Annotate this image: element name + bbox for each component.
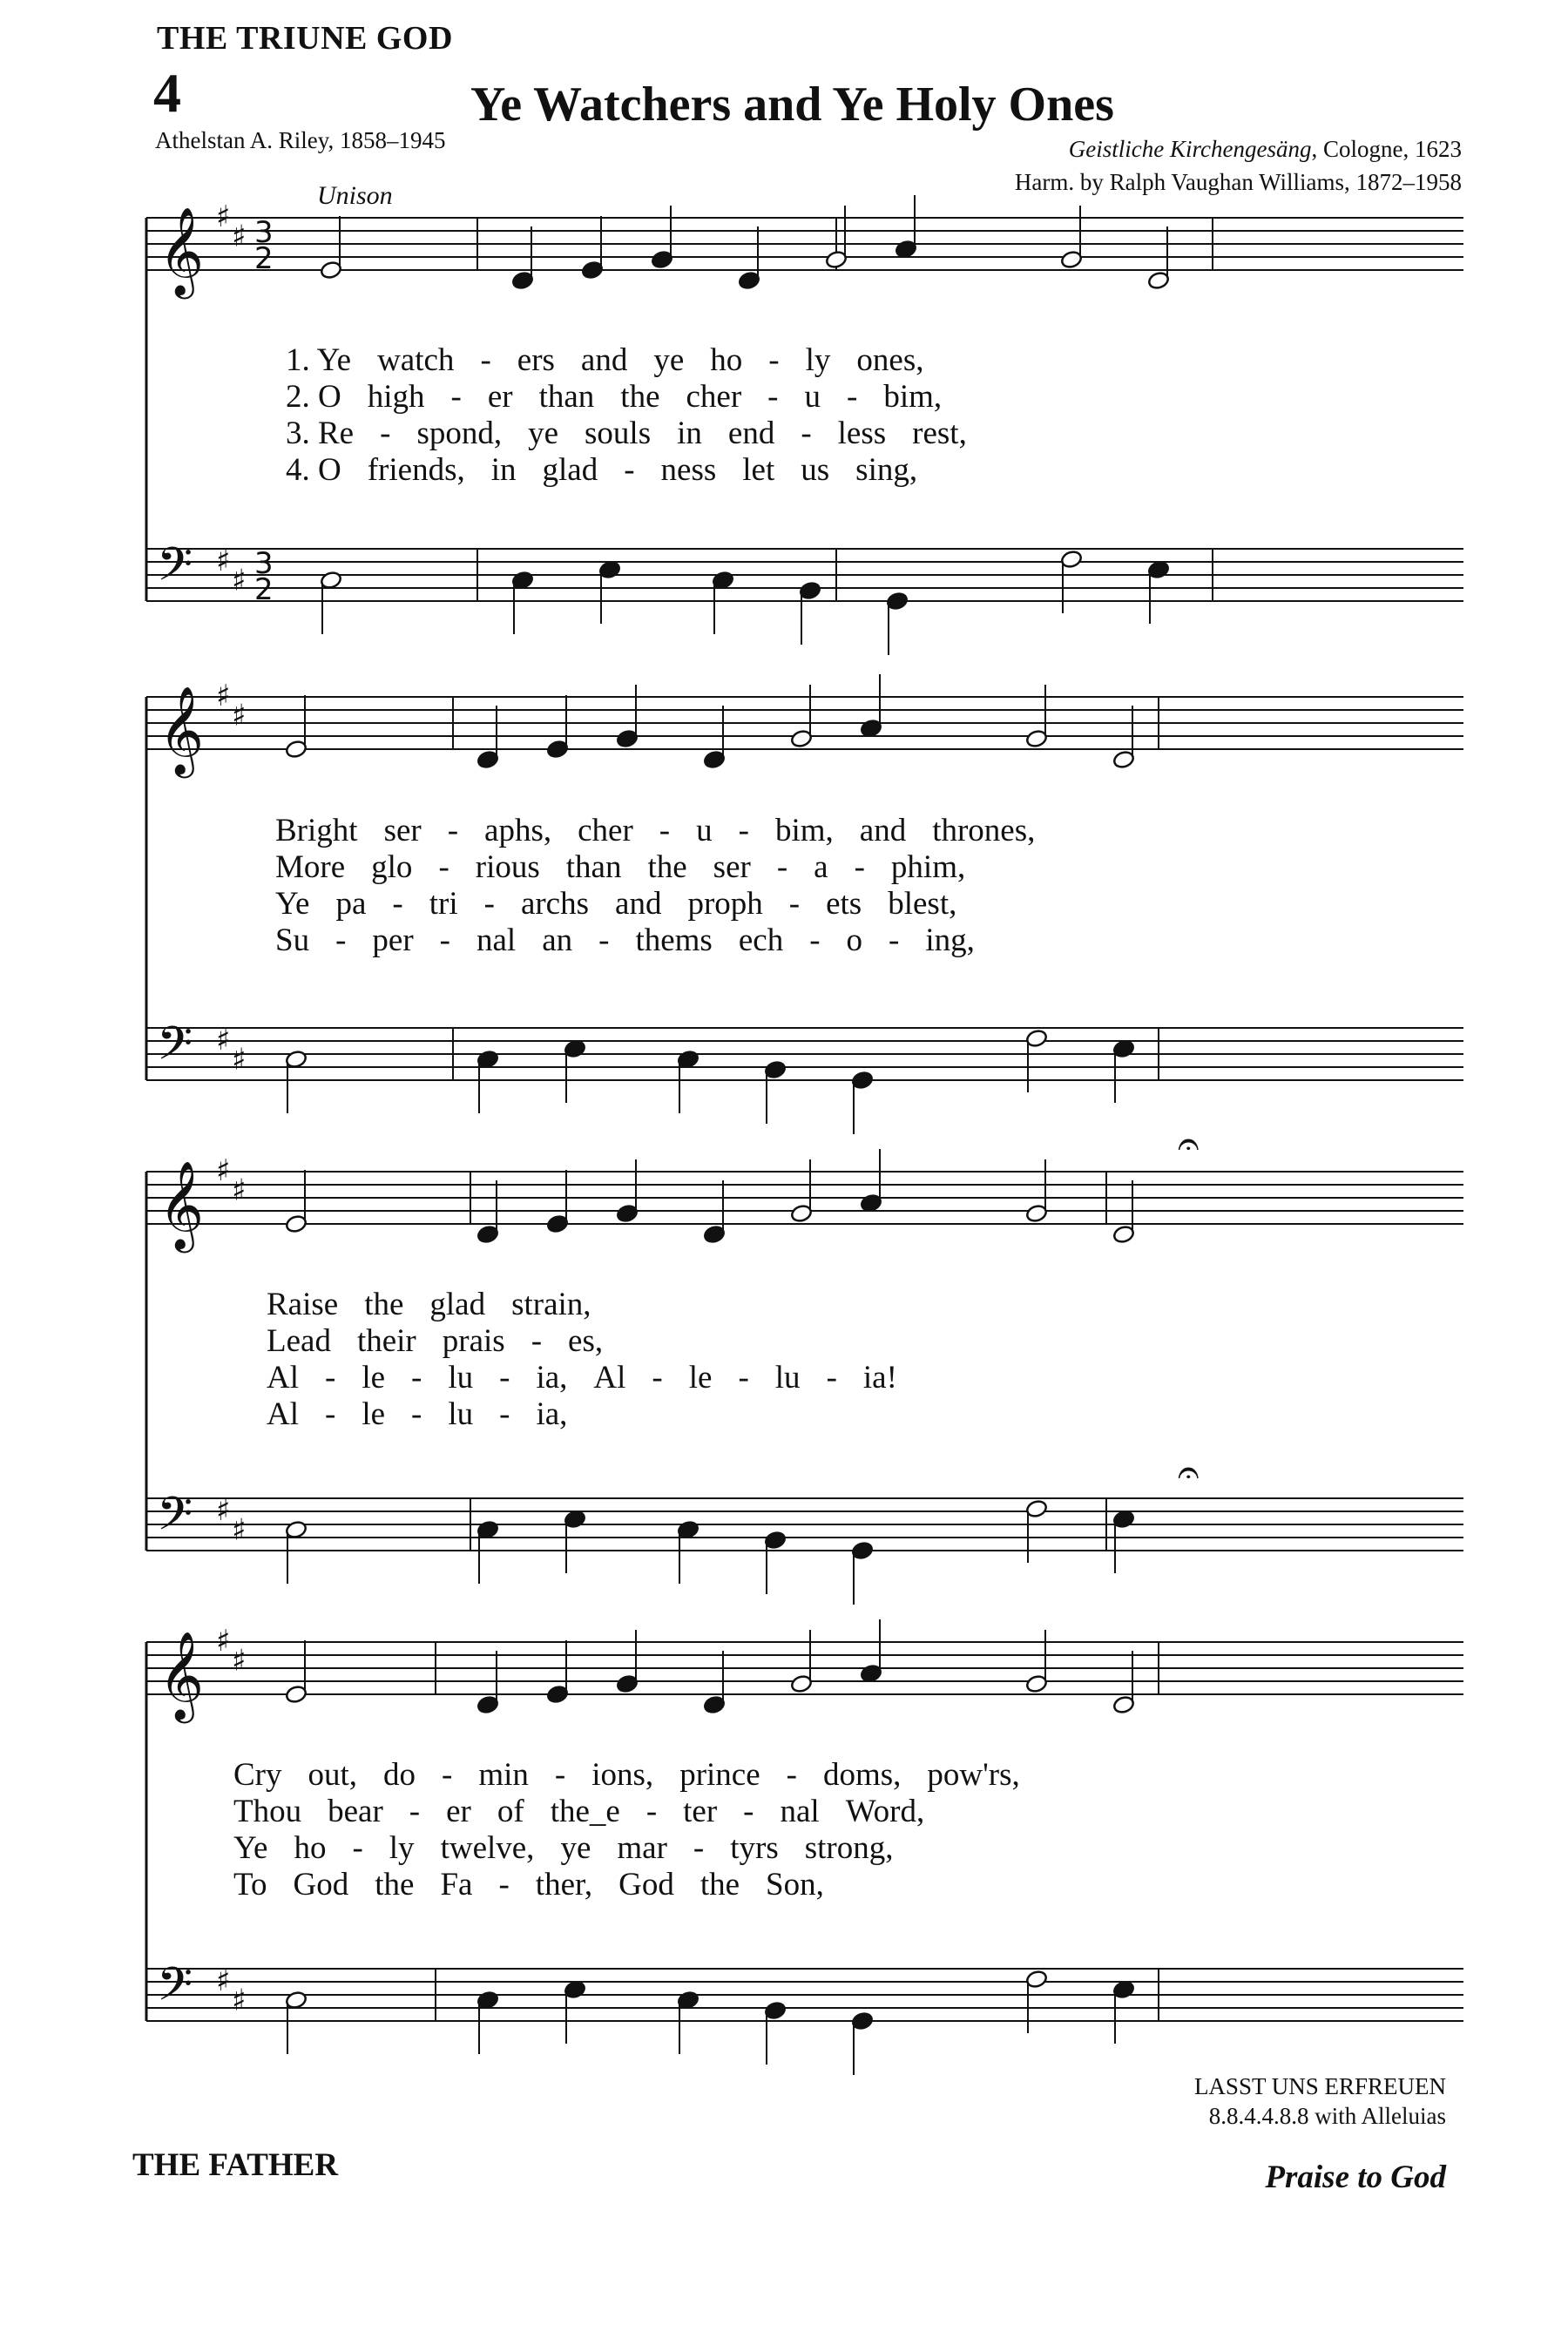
lyric-syllable: spond, bbox=[416, 416, 503, 451]
lyric-syllable: lu bbox=[448, 1360, 474, 1396]
footer-topic: Praise to God bbox=[1265, 2159, 1446, 2195]
lyric-syllable: end bbox=[727, 416, 775, 451]
key-signature-sharp: ♯ bbox=[216, 199, 231, 234]
hyphen: - bbox=[786, 1757, 797, 1793]
hyphen: - bbox=[411, 1396, 422, 1432]
lyric-syllable: ions, bbox=[591, 1757, 654, 1793]
lyric-syllable: ter bbox=[683, 1794, 718, 1829]
harmonization-credit: Harm. by Ralph Vaughan Williams, 1872–1958 bbox=[1014, 169, 1462, 195]
lyric-syllable: let bbox=[742, 452, 775, 488]
lyric-syllable: ser bbox=[713, 849, 751, 885]
bass-clef: 𝄢 bbox=[157, 1958, 193, 2023]
hyphen: - bbox=[499, 1396, 510, 1432]
lyric-syllable: thems bbox=[635, 923, 713, 958]
lyric-syllable: Al bbox=[267, 1396, 299, 1432]
lyric-syllable: u bbox=[696, 813, 713, 848]
lyric-syllable: pow'rs, bbox=[927, 1757, 1020, 1793]
hyphen: - bbox=[809, 923, 821, 958]
lyric-syllable: twelve, bbox=[440, 1830, 535, 1866]
hyphen: - bbox=[693, 1830, 705, 1866]
lyric-syllable: souls bbox=[585, 416, 652, 451]
lyric-syllable: ther, bbox=[535, 1867, 593, 1903]
key-signature-sharp: ♯ bbox=[216, 544, 231, 578]
lyric-syllable: us bbox=[801, 452, 830, 488]
key-signature-sharp: ♯ bbox=[232, 1173, 247, 1208]
lyric-syllable: ly bbox=[389, 1830, 415, 1866]
lyric-syllable: lu bbox=[774, 1360, 801, 1396]
lyric-syllable: of bbox=[497, 1794, 524, 1829]
lyric-syllable: in bbox=[677, 416, 702, 451]
time-signature-bottom: 2 bbox=[254, 241, 274, 276]
lyric-syllable: 1. Ye bbox=[286, 342, 352, 378]
lyric-syllable: Lead bbox=[267, 1323, 331, 1359]
lyric-syllable: Su bbox=[275, 923, 310, 958]
performance-instruction: Unison bbox=[317, 181, 393, 210]
lyric-syllable: ly bbox=[805, 342, 831, 378]
key-signature-sharp: ♯ bbox=[216, 1023, 231, 1058]
lyric-syllable: thrones, bbox=[932, 813, 1036, 848]
lyric-syllable: rest, bbox=[912, 416, 967, 451]
hyphen: - bbox=[409, 1794, 421, 1829]
source-title: Geistliche Kirchengesäng bbox=[1068, 136, 1312, 162]
hyphen: - bbox=[652, 1360, 663, 1396]
lyric-syllable: watch bbox=[377, 342, 455, 378]
key-signature-sharp: ♯ bbox=[216, 679, 231, 713]
lyric-syllable: ers bbox=[517, 342, 555, 378]
hyphen: - bbox=[325, 1360, 336, 1396]
lyric-syllable: Ye bbox=[275, 886, 310, 922]
lyric-syllable: tyrs bbox=[730, 1830, 779, 1866]
lyric-syllable: and bbox=[615, 886, 662, 922]
treble-clef: 𝄞 bbox=[159, 1159, 205, 1249]
footer-category: THE FATHER bbox=[132, 2147, 339, 2183]
key-signature-sharp: ♯ bbox=[232, 1983, 247, 2018]
lyric-syllable: less bbox=[837, 416, 887, 451]
key-signature-sharp: ♯ bbox=[216, 1624, 231, 1659]
key-signature-sharp: ♯ bbox=[232, 219, 247, 254]
bass-clef: 𝄢 bbox=[157, 1017, 193, 1082]
bass-clef: 𝄢 bbox=[157, 1488, 193, 1552]
lyric-syllable: God bbox=[293, 1867, 349, 1903]
key-signature-sharp: ♯ bbox=[232, 1512, 247, 1548]
lyric-syllable: the bbox=[647, 849, 687, 885]
hyphen: - bbox=[480, 342, 491, 378]
hyphen: - bbox=[889, 923, 900, 958]
lyric-syllable: Al bbox=[267, 1360, 299, 1396]
lyric-syllable: mar bbox=[617, 1830, 667, 1866]
hyphen: - bbox=[450, 379, 462, 415]
lyric-syllable: the bbox=[375, 1867, 415, 1903]
lyric-syllable: ho bbox=[710, 342, 743, 378]
lyric-syllable: Son, bbox=[766, 1867, 824, 1903]
lyric-syllable: Cry bbox=[233, 1757, 282, 1793]
lyric-syllable: bear bbox=[328, 1794, 383, 1829]
lyric-syllable: ia! bbox=[862, 1360, 897, 1396]
lyric-syllable: glad bbox=[429, 1287, 486, 1322]
lyric-syllable: cher bbox=[686, 379, 742, 415]
treble-clef: 𝄞 bbox=[159, 685, 205, 774]
lyric-syllable: prais bbox=[442, 1323, 505, 1359]
lyric-syllable: their bbox=[356, 1323, 416, 1359]
lyric-syllable: prince bbox=[679, 1757, 760, 1793]
tune-meter: 8.8.4.4.8.8 with Alleluias bbox=[1208, 2103, 1446, 2129]
hyphen: - bbox=[624, 452, 635, 488]
lyric-syllable: ness bbox=[660, 452, 717, 488]
lyric-syllable: blest, bbox=[888, 886, 957, 922]
key-signature-sharp: ♯ bbox=[216, 1153, 231, 1188]
hyphen: - bbox=[438, 849, 449, 885]
lyric-syllable: aphs, bbox=[484, 813, 552, 848]
lyric-syllable: lu bbox=[448, 1396, 474, 1432]
lyric-syllable: doms, bbox=[822, 1757, 902, 1793]
lyric-syllable: More bbox=[275, 849, 346, 885]
verse-3-line-1 bbox=[286, 415, 993, 452]
lyric-syllable: er bbox=[487, 379, 513, 415]
lyric-syllable: God bbox=[618, 1867, 674, 1903]
time-signature-bottom: 2 bbox=[254, 572, 274, 607]
key-signature-sharp: ♯ bbox=[216, 1963, 231, 1998]
verse-1-line-1 bbox=[286, 341, 950, 379]
hyphen: - bbox=[335, 923, 347, 958]
key-signature-sharp: ♯ bbox=[216, 1493, 231, 1528]
hyphen: - bbox=[854, 849, 865, 885]
verse-1-line-3 bbox=[267, 1286, 618, 1323]
verse-3-line-3 bbox=[267, 1359, 923, 1396]
lyric-syllable: ser bbox=[383, 813, 422, 848]
key-signature-sharp: ♯ bbox=[232, 563, 247, 598]
lyric-syllable: than bbox=[538, 379, 595, 415]
lyric-syllable: er bbox=[446, 1794, 471, 1829]
verse-2-line-1 bbox=[286, 378, 968, 416]
lyric-syllable: in bbox=[490, 452, 517, 488]
lyric-syllable: the_e bbox=[550, 1794, 620, 1829]
source-place: , Cologne, 1623 bbox=[1311, 136, 1462, 162]
lyric-syllable: ets bbox=[826, 886, 862, 922]
hyphen: - bbox=[325, 1396, 336, 1432]
lyric-syllable: Ye bbox=[233, 1830, 268, 1866]
hyphen: - bbox=[826, 1360, 837, 1396]
verse-1-line-2 bbox=[275, 812, 1061, 849]
lyric-syllable: ia, bbox=[536, 1396, 568, 1432]
hyphen: - bbox=[767, 379, 779, 415]
text-author: Athelstan A. Riley, 1858–1945 bbox=[155, 127, 446, 153]
lyric-syllable: archs bbox=[520, 886, 590, 922]
hyphen: - bbox=[442, 1757, 453, 1793]
tune-name: LASST UNS ERFREUEN bbox=[1193, 2073, 1446, 2099]
hyphen: - bbox=[483, 886, 495, 922]
lyric-syllable: out, bbox=[308, 1757, 358, 1793]
hyphen: - bbox=[768, 342, 780, 378]
lyric-syllable: 4. O bbox=[286, 452, 341, 488]
verse-4-line-1 bbox=[286, 451, 943, 489]
lyric-syllable: Al bbox=[593, 1360, 626, 1396]
lyric-syllable: the bbox=[700, 1867, 740, 1903]
hyphen: - bbox=[439, 923, 450, 958]
lyric-syllable: high bbox=[367, 379, 425, 415]
hyphen: - bbox=[498, 1867, 510, 1903]
verse-3-line-4 bbox=[233, 1829, 919, 1867]
lyric-syllable: le bbox=[362, 1360, 386, 1396]
verse-4-line-3 bbox=[267, 1396, 593, 1433]
lyric-syllable: the bbox=[364, 1287, 404, 1322]
lyric-syllable: le bbox=[362, 1396, 386, 1432]
lyric-syllable: ye bbox=[653, 342, 685, 378]
lyric-syllable: To bbox=[233, 1867, 267, 1903]
lyric-syllable: ing, bbox=[925, 923, 975, 958]
lyric-syllable: ones, bbox=[856, 342, 924, 378]
key-signature-sharp: ♯ bbox=[232, 1643, 247, 1679]
hyphen: - bbox=[531, 1323, 543, 1359]
lyric-syllable: Bright bbox=[275, 813, 358, 848]
hyphen: - bbox=[380, 416, 391, 451]
lyric-syllable: es, bbox=[568, 1323, 604, 1359]
lyric-syllable: rious bbox=[475, 849, 540, 885]
lyric-syllable: and bbox=[859, 813, 907, 848]
lyric-syllable: le bbox=[688, 1360, 713, 1396]
verse-3-line-2 bbox=[275, 885, 983, 923]
hyphen: - bbox=[801, 416, 812, 451]
lyric-syllable: Word, bbox=[845, 1794, 925, 1829]
lyric-syllable: ye bbox=[528, 416, 559, 451]
lyric-syllable: the bbox=[620, 379, 660, 415]
lyric-syllable: tri bbox=[429, 886, 458, 922]
lyric-syllable: min bbox=[478, 1757, 529, 1793]
lyric-syllable: nal bbox=[780, 1794, 820, 1829]
lyric-syllable: do bbox=[383, 1757, 416, 1793]
lyric-syllable: ia, bbox=[536, 1360, 568, 1396]
hyphen: - bbox=[738, 1360, 749, 1396]
lyric-syllable: bim, bbox=[883, 379, 943, 415]
bass-clef: 𝄢 bbox=[157, 538, 193, 603]
time-signature-top: 3 bbox=[254, 215, 274, 250]
lyric-syllable: Raise bbox=[267, 1287, 339, 1322]
hyphen: - bbox=[788, 886, 801, 922]
section-heading: THE TRIUNE GOD bbox=[157, 20, 453, 57]
time-signature-top: 3 bbox=[254, 546, 274, 581]
hyphen: - bbox=[499, 1360, 510, 1396]
lyric-syllable: ho bbox=[294, 1830, 327, 1866]
hymn-title: Ye Watchers and Ye Holy Ones bbox=[470, 78, 1114, 132]
lyric-syllable: glad bbox=[542, 452, 598, 488]
hyphen: - bbox=[645, 1794, 658, 1829]
lyric-syllable: and bbox=[580, 342, 628, 378]
hyphen: - bbox=[738, 813, 749, 848]
lyric-syllable: pa bbox=[335, 886, 367, 922]
lyric-syllable: glo bbox=[371, 849, 413, 885]
hyphen: - bbox=[392, 886, 403, 922]
lyric-syllable: Fa bbox=[440, 1867, 473, 1903]
hyphen: - bbox=[743, 1794, 754, 1829]
lyric-syllable: u bbox=[804, 379, 821, 415]
fermata-icon: 𝄐 bbox=[1178, 1122, 1200, 1166]
lyric-syllable: per bbox=[372, 923, 414, 958]
lyric-syllable: bim, bbox=[774, 813, 834, 848]
lyric-syllable: an bbox=[542, 923, 573, 958]
lyric-syllable: o bbox=[846, 923, 863, 958]
lyric-syllable: sing, bbox=[855, 452, 918, 488]
hyphen: - bbox=[352, 1830, 363, 1866]
lyric-syllable: cher bbox=[578, 813, 633, 848]
lyric-syllable: phim, bbox=[890, 849, 966, 885]
lyric-syllable: strong, bbox=[804, 1830, 894, 1866]
lyric-syllable: a bbox=[814, 849, 828, 885]
key-signature-sharp: ♯ bbox=[232, 698, 247, 733]
lyric-syllable: 3. Re bbox=[286, 416, 355, 451]
hyphen: - bbox=[411, 1360, 422, 1396]
verse-4-line-2 bbox=[275, 922, 1001, 959]
verse-1-line-4 bbox=[233, 1756, 1046, 1794]
hyphen: - bbox=[554, 1757, 566, 1793]
lyric-syllable: nal bbox=[476, 923, 517, 958]
verse-2-line-2 bbox=[275, 848, 991, 886]
lyric-syllable: 2. O bbox=[286, 379, 341, 415]
verse-4-line-4 bbox=[233, 1866, 850, 1903]
lyric-syllable: Thou bbox=[233, 1794, 302, 1829]
verse-2-line-3 bbox=[267, 1322, 629, 1360]
lyric-syllable: ech bbox=[738, 923, 784, 958]
hyphen: - bbox=[447, 813, 459, 848]
hymn-number: 4 bbox=[153, 62, 181, 124]
lyric-syllable: friends, bbox=[367, 452, 465, 488]
hyphen: - bbox=[598, 923, 610, 958]
treble-clef: 𝄞 bbox=[159, 1630, 205, 1720]
verse-2-line-4 bbox=[233, 1793, 950, 1830]
treble-clef: 𝄞 bbox=[159, 206, 205, 295]
fermata-icon: 𝄐 bbox=[1178, 1450, 1200, 1495]
hyphen: - bbox=[659, 813, 671, 848]
lyric-syllable: ye bbox=[560, 1830, 591, 1866]
hyphen: - bbox=[776, 849, 788, 885]
hyphen: - bbox=[847, 379, 858, 415]
lyric-syllable: than bbox=[565, 849, 622, 885]
lyric-syllable: proph bbox=[687, 886, 763, 922]
key-signature-sharp: ♯ bbox=[232, 1042, 247, 1078]
lyric-syllable: strain, bbox=[511, 1287, 591, 1322]
